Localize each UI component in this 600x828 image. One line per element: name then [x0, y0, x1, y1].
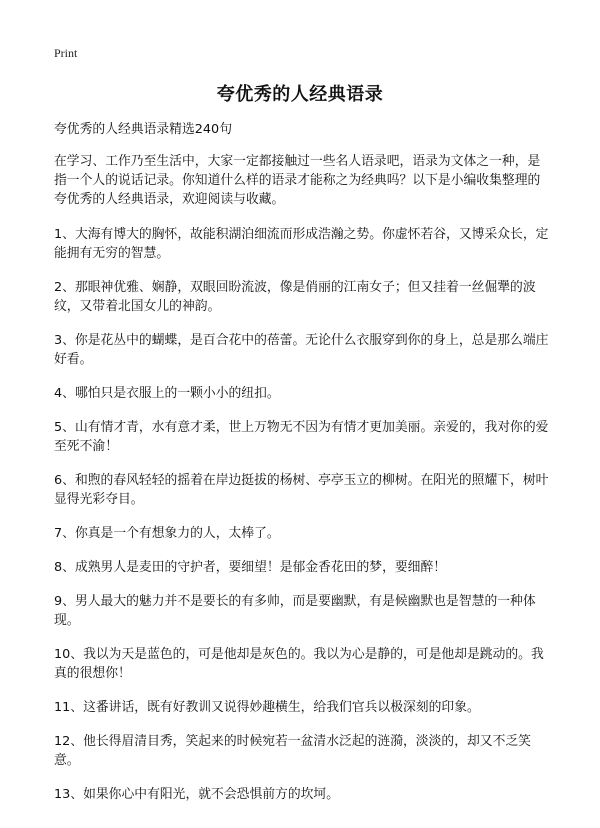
quote-item-2: 2、那眼神优雅、娴静，双眼回盼流波，像是俏丽的江南女子；但又挂着一丝倔犟的波纹，又带着北国女儿的神韵。	[54, 280, 536, 314]
quote-item-13: 13、如果你心中有阳光，就不会恐惧前方的坎坷。	[54, 787, 340, 802]
quote-item-12: 12、他长得眉清目秀，笑起来的时候宛若一盆清水泛起的涟漪，淡淡的，却又不乏笑意。	[54, 734, 531, 768]
quote-item-10: 10、我以为天是蓝色的，可是他却是灰色的。我以为心是静的，可是他却是跳动的。我真的很想你！	[54, 647, 544, 681]
quote-item-7: 7、你真是一个有想象力的人，太棒了。	[54, 526, 280, 541]
quote-item-8: 8、成熟男人是麦田的守护者，要细望！是郁金香花田的梦，要细醉！	[54, 560, 447, 575]
document-body	[54, 120, 550, 819]
quote-item-9: 9、男人最大的魅力并不是要长的有多帅，而是要幽默，有是候幽默也是智慧的一种体现。	[54, 594, 536, 628]
quote-item-6: 6、和煦的春风轻轻的摇着在岸边挺拔的杨树、亭亭玉立的柳树。在阳光的照耀下，树叶显得光彩夺目。	[54, 473, 549, 507]
document-title: 夸优秀的人经典语录	[216, 84, 384, 105]
quote-item-4: 4、哪怕只是衣服上的一颗小小的纽扣。	[54, 386, 280, 401]
quote-item-1: 1、大海有博大的胸怀，故能积湖泊细流而形成浩瀚之势。你虚怀若谷，又博采众长，定能拥有无穷的智慧。	[54, 227, 549, 261]
quote-item-3: 3、你是花丛中的蝴蝶，是百合花中的蓓蕾。无论什么衣服穿到你的身上，总是那么端庄好看。	[54, 333, 549, 367]
quote-item-11: 11、这番讲话，既有好教训又说得妙趣横生，给我们官兵以极深刻的印象。	[54, 700, 480, 715]
document-subtitle: 夸优秀的人经典语录精选240句	[54, 122, 232, 137]
intro-paragraph: 在学习、工作乃至生活中，大家一定都接触过一些名人语录吧，语录为文体之一种，是指一个人的说话记录。你知道什么样的语录才能称之为经典吗？以下是小编收集整理的夸优秀的人经典语录，欢迎阅读与收藏。	[54, 154, 541, 207]
print-link[interactable]: Print	[54, 46, 78, 60]
quote-item-5: 5、山有情才青，水有意才柔，世上万物无不因为有情才更加美丽。亲爱的，我对你的爱至死不渝！	[54, 420, 549, 454]
